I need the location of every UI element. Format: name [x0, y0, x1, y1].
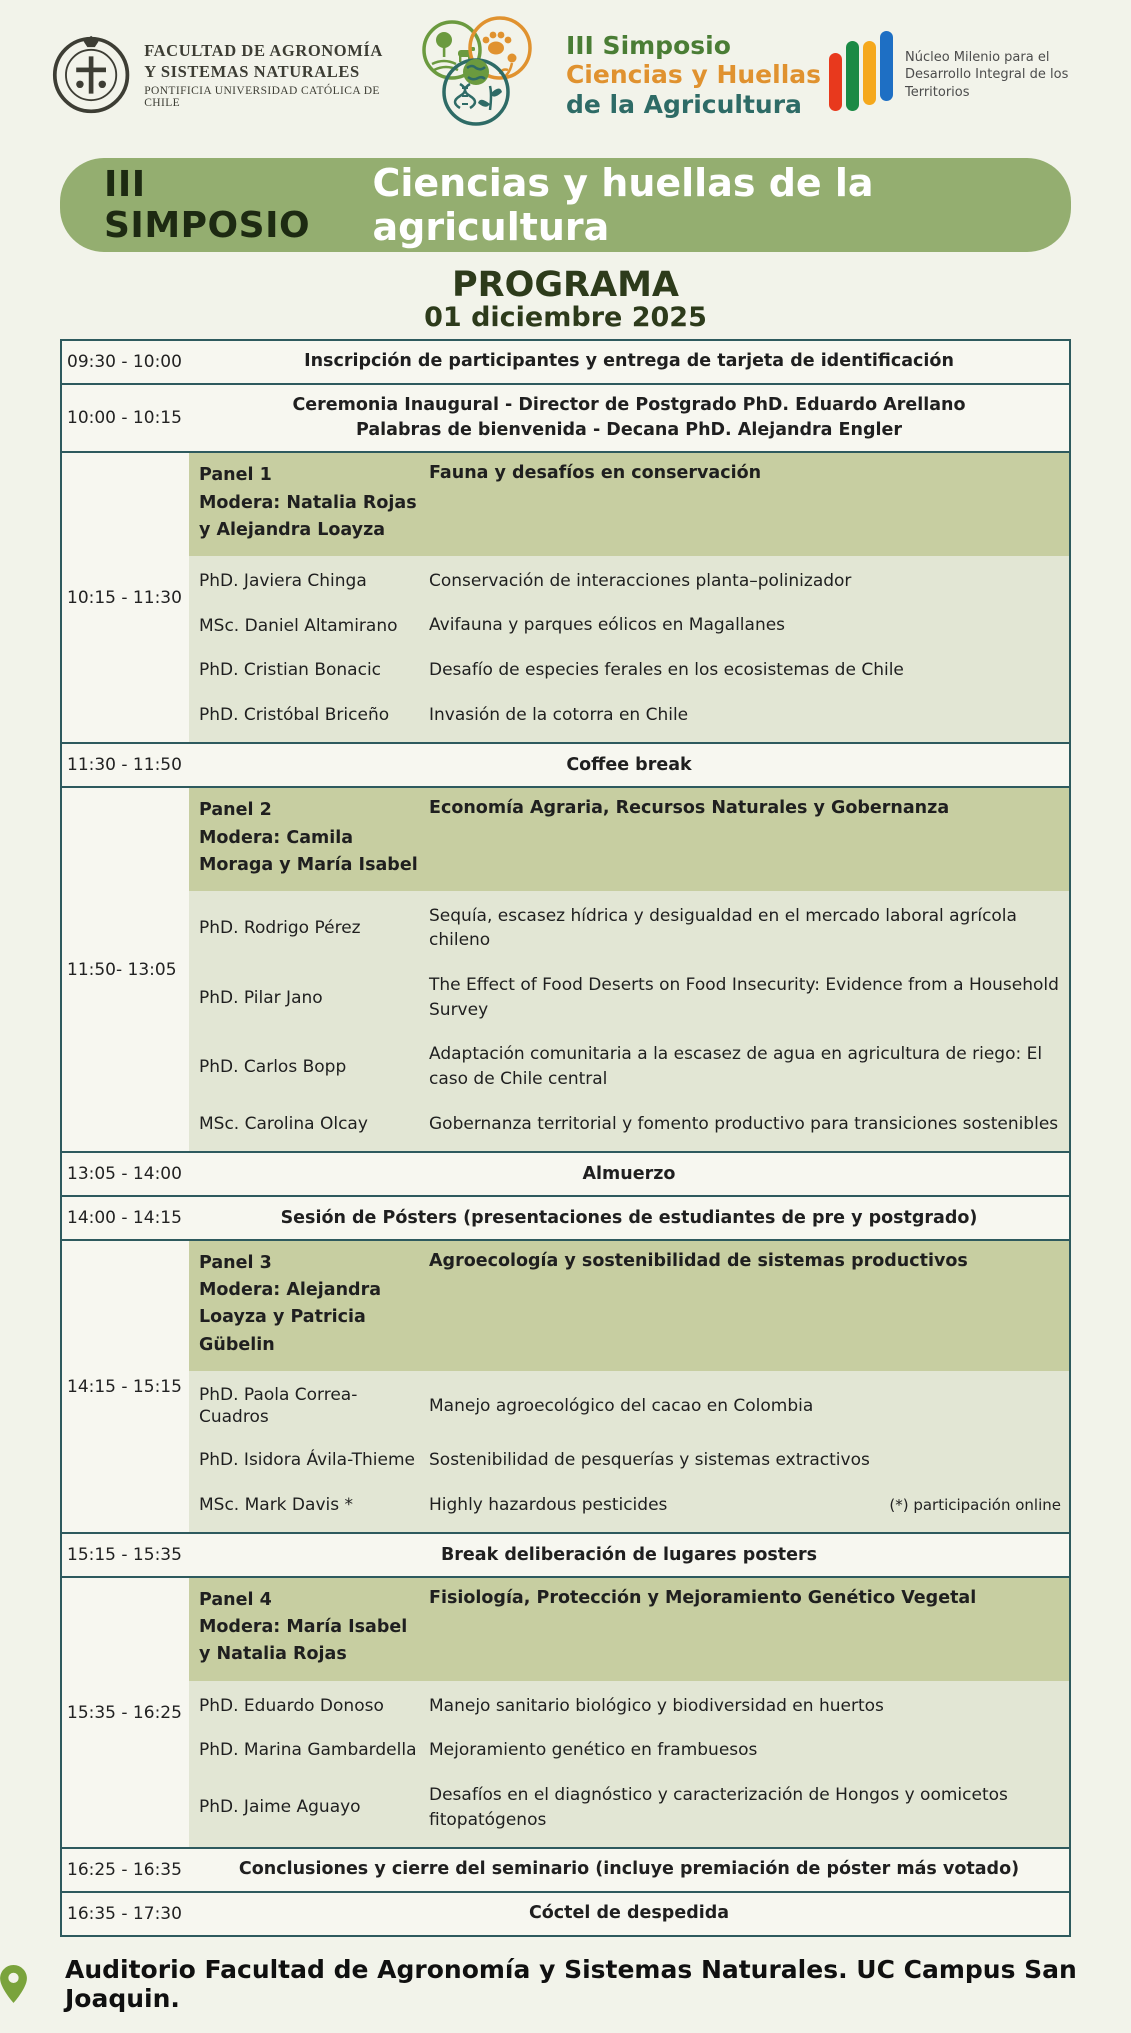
schedule-row: [62, 1151, 1069, 1195]
panel-theme: Fauna y desafíos en conservación: [429, 463, 762, 484]
talk-row: [189, 1438, 1069, 1483]
talk-title: The Effect of Food Deserts on Food Insecurity: Evidence from a Household Survey: [429, 975, 1059, 1020]
time-label: 15:15 - 15:35: [67, 1545, 182, 1566]
title-banner: [60, 158, 1071, 252]
talk-row: [189, 693, 1069, 738]
talk-speaker: PhD. Eduardo Donoso: [199, 1695, 384, 1716]
talk-row: [189, 1728, 1069, 1773]
panel-label: Panel 3: [199, 1253, 272, 1274]
panel-body: [189, 1578, 1069, 1847]
online-participation-note: (*) participación online: [889, 1496, 1061, 1515]
talk-title: Sequía, escasez hídrica y desigualdad en el mercado laboral agrícola chileno: [429, 905, 1017, 951]
time-label: 10:15 - 11:30: [67, 587, 182, 608]
university-name: [144, 41, 400, 108]
time-cell: [62, 788, 189, 1151]
schedule-table: [60, 339, 1071, 1937]
time-label: 14:15 - 15:15: [67, 1376, 182, 1397]
panel-theme: Economía Agraria, Recursos Naturales y Gobernanza: [429, 798, 950, 819]
talk-speaker: MSc. Mark Davis *: [199, 1494, 353, 1515]
strip-red: [829, 53, 842, 111]
session-title: [189, 1153, 1069, 1195]
page-header: [0, 0, 1131, 138]
symposium-logo-line1: III Simposio: [565, 30, 731, 60]
time-cell: [62, 1241, 189, 1532]
talk-title: Desafío de especies ferales en los ecosistemas de Chile: [429, 660, 904, 681]
time-cell: [62, 341, 189, 383]
nucleo-milenio-strips-icon: [829, 39, 893, 111]
program-title: PROGRAMA: [451, 265, 680, 305]
talk-speaker: PhD. Pilar Jano: [199, 987, 323, 1008]
talk-speaker: PhD. Carlos Bopp: [199, 1056, 347, 1077]
time-label: 11:50- 13:05: [67, 959, 177, 980]
schedule-row: [62, 1532, 1069, 1576]
strip-green: [846, 41, 859, 111]
university-name-line3: PONTIFICIA UNIVERSIDAD CATÓLICA DE CHILE: [144, 84, 380, 109]
session-title-line: Palabras de bienvenida - Decana PhD. Alejandra Engler: [356, 420, 902, 441]
university-seal-icon: [52, 33, 130, 117]
session-title-line: Sesión de Pósters (presentaciones de estudiantes de pre y postgrado): [280, 1207, 978, 1228]
time-cell: [62, 1849, 189, 1891]
talk-title-wrap: [429, 973, 1069, 1022]
university-logo: [52, 33, 400, 117]
time-label: 09:30 - 10:00: [67, 351, 182, 372]
talk-title-wrap: [429, 1493, 1069, 1518]
time-label: 10:00 - 10:15: [67, 408, 182, 429]
panel-body: [189, 453, 1069, 742]
talk-title-wrap: [429, 1042, 1069, 1091]
talk-row: [189, 894, 1069, 963]
symposium-logo-line2: Ciencias y Huellas: [565, 60, 822, 90]
panel-moderator-names: Modera: Camila Moraga y María Isabel: [199, 827, 418, 875]
schedule-row: [62, 341, 1069, 383]
session-title-line: Inscripción de participantes y entrega de tarjeta de identificación: [304, 351, 954, 371]
session-title: [189, 1849, 1069, 1891]
talk-row: [189, 603, 1069, 648]
panel-theme: Agroecología y sostenibilidad de sistemas productivos: [429, 1251, 968, 1272]
session-title-line: Break deliberación de lugares posters: [440, 1544, 818, 1565]
talk-speaker: PhD. Cristóbal Briceño: [199, 705, 390, 725]
talk-speaker: PhD. Cristian Bonacic: [199, 660, 382, 681]
talk-title-wrap: [429, 1783, 1069, 1832]
time-cell: [62, 1893, 189, 1935]
university-name-line2: Y SISTEMAS NATURALES: [144, 62, 360, 81]
strip-orange: [863, 41, 876, 105]
panel-label: Panel 4: [199, 1590, 272, 1611]
talk-row: [189, 1102, 1069, 1147]
schedule-row: [62, 1195, 1069, 1239]
schedule-row: [62, 383, 1069, 452]
panel-moderator-names: Modera: Natalia Rojas y Alejandra Loayza: [199, 492, 417, 540]
panel-body: [189, 1241, 1069, 1532]
talk-list: [189, 1371, 1069, 1532]
symposium-logo: [408, 16, 821, 134]
talk-title: Mejoramiento genético en frambuesos: [429, 1740, 758, 1761]
time-label: 15:35 - 16:25: [67, 1702, 182, 1723]
talk-title: Adaptación comunitaria a la escasez de agua en agricultura de riego: El caso de Chile central: [429, 1044, 1043, 1089]
panel-body: [189, 788, 1069, 1151]
talk-row: [189, 1483, 1069, 1528]
panel-header: [189, 788, 1069, 890]
panel-moderator-names: Modera: María Isabel y Natalia Rojas: [199, 1617, 408, 1665]
talk-row: [189, 1773, 1069, 1842]
talk-title-wrap: [429, 1448, 1069, 1473]
banner-prefix: III SIMPOSIO: [104, 164, 311, 246]
talk-title: Avifauna y parques eólicos en Magallanes: [429, 615, 786, 636]
symposium-logo-text: [566, 31, 821, 120]
time-cell: [62, 1197, 189, 1239]
session-title: [189, 744, 1069, 786]
talk-title: Manejo sanitario biológico y biodiversidad en huertos: [429, 1695, 884, 1716]
session-title: [189, 1893, 1069, 1935]
talk-speaker: MSc. Daniel Altamirano: [199, 615, 398, 636]
talk-row: [189, 1374, 1069, 1438]
symposium-logo-icon: [408, 16, 556, 134]
time-label: 16:35 - 17:30: [67, 1904, 182, 1925]
talk-title-wrap: [429, 658, 1069, 683]
talk-row: [189, 559, 1069, 604]
talk-speaker: PhD. Isidora Ávila-Thieme: [199, 1450, 416, 1471]
schedule-row: [62, 742, 1069, 786]
talk-title-wrap: [429, 613, 1069, 638]
talk-title: Invasión de la cotorra en Chile: [429, 704, 689, 725]
time-label: 16:25 - 16:35: [67, 1860, 182, 1881]
talk-title: Sostenibilidad de pesquerías y sistemas extractivos: [429, 1449, 870, 1470]
schedule-row: [62, 1847, 1069, 1891]
time-label: 14:00 - 14:15: [67, 1208, 182, 1229]
talk-title: Manejo agroecológico del cacao en Colombia: [429, 1395, 814, 1416]
talk-speaker: MSc. Carolina Olcay: [199, 1113, 368, 1134]
venue-text: Auditorio Facultad de Agronomía y Sistemas Naturales. UC Campus San Joaquin.: [65, 1955, 1077, 2014]
talk-speaker: PhD. Paola Correa-Cuadros: [199, 1384, 358, 1427]
talk-row: [189, 1684, 1069, 1729]
schedule-row: [62, 1891, 1069, 1935]
schedule-row: [62, 451, 1069, 742]
panel-moderator-block: [189, 1250, 429, 1359]
talk-title: Gobernanza territorial y fomento productivo para transiciones sostenibles: [429, 1113, 1059, 1134]
talk-speaker: PhD. Rodrigo Pérez: [199, 918, 361, 939]
talk-row: [189, 1032, 1069, 1101]
talk-title-wrap: [429, 904, 1069, 953]
session-title-line: Ceremonia Inaugural - Director de Postgrado PhD. Eduardo Arellano: [292, 394, 966, 415]
talk-title: Highly hazardous pesticides: [429, 1494, 668, 1515]
talk-title-wrap: [429, 703, 1069, 728]
panel-moderator-block: [189, 797, 429, 878]
panel-theme: Fisiología, Protección y Mejoramiento Genético Vegetal: [429, 1588, 977, 1609]
nucleo-milenio-text: Núcleo Milenio para el Desarrollo Integral de los Territorios: [904, 49, 1069, 100]
panel-moderator-block: [189, 1587, 429, 1668]
program-date: 01 diciembre 2025: [424, 302, 707, 333]
schedule-row: [62, 786, 1069, 1151]
panel-header: [189, 1578, 1069, 1680]
symposium-logo-line3: de la Agricultura: [565, 89, 802, 119]
strip-blue: [880, 31, 893, 101]
time-cell: [62, 385, 189, 452]
time-cell: [62, 1534, 189, 1576]
session-title-line: Coffee break: [566, 754, 692, 775]
university-name-line1: FACULTAD DE AGRONOMÍA: [144, 41, 383, 61]
talk-row: [189, 648, 1069, 693]
panel-moderator-block: [189, 462, 429, 543]
talk-title-wrap: [429, 1694, 1069, 1719]
session-title: [189, 1534, 1069, 1576]
panel-moderator-names: Modera: Alejandra Loayza y Patricia Gübelin: [199, 1280, 382, 1355]
talk-speaker: PhD. Jaime Aguayo: [199, 1797, 361, 1818]
panel-label: Panel 2: [199, 800, 272, 821]
talk-list: [189, 556, 1069, 743]
talk-title: Conservación de interacciones planta–polinizador: [429, 570, 852, 591]
session-title: [189, 341, 1069, 383]
program-heading: [0, 265, 1131, 333]
schedule-row: [62, 1239, 1069, 1532]
time-cell: [62, 744, 189, 786]
talk-list: [189, 1681, 1069, 1848]
session-title: [189, 1197, 1069, 1239]
time-cell: [62, 1153, 189, 1195]
talk-title-wrap: [429, 1394, 1069, 1419]
location-pin-icon: [0, 1965, 27, 2003]
session-title-line: Cóctel de despedida: [528, 1903, 730, 1924]
schedule-row: [62, 1576, 1069, 1847]
session-title-line: Conclusiones y cierre del seminario (incluye premiación de póster más votado): [238, 1859, 1020, 1880]
time-cell: [62, 1578, 189, 1847]
session-title: [189, 385, 1069, 452]
talk-list: [189, 891, 1069, 1151]
banner-title: Ciencias y huellas de la agricultura: [372, 161, 874, 249]
time-label: 13:05 - 14:00: [67, 1164, 182, 1185]
talk-row: [189, 963, 1069, 1032]
session-title-line: Almuerzo: [582, 1163, 676, 1184]
talk-title-wrap: [429, 1112, 1069, 1137]
nucleo-milenio-logo: [829, 39, 1089, 111]
talk-title-wrap: [429, 569, 1069, 594]
talk-title: Desafíos en el diagnóstico y caracterización de Hongos y oomicetos fitopatógenos: [429, 1784, 1008, 1830]
panel-header: [189, 453, 1069, 555]
talk-speaker: PhD. Javiera Chinga: [199, 571, 367, 592]
time-label: 11:30 - 11:50: [67, 755, 182, 776]
talk-title-wrap: [429, 1738, 1069, 1763]
panel-label: Panel 1: [199, 465, 272, 486]
page-footer: [0, 1955, 1131, 2033]
talk-speaker: PhD. Marina Gambardella: [199, 1740, 417, 1761]
panel-header: [189, 1241, 1069, 1371]
time-cell: [62, 453, 189, 742]
